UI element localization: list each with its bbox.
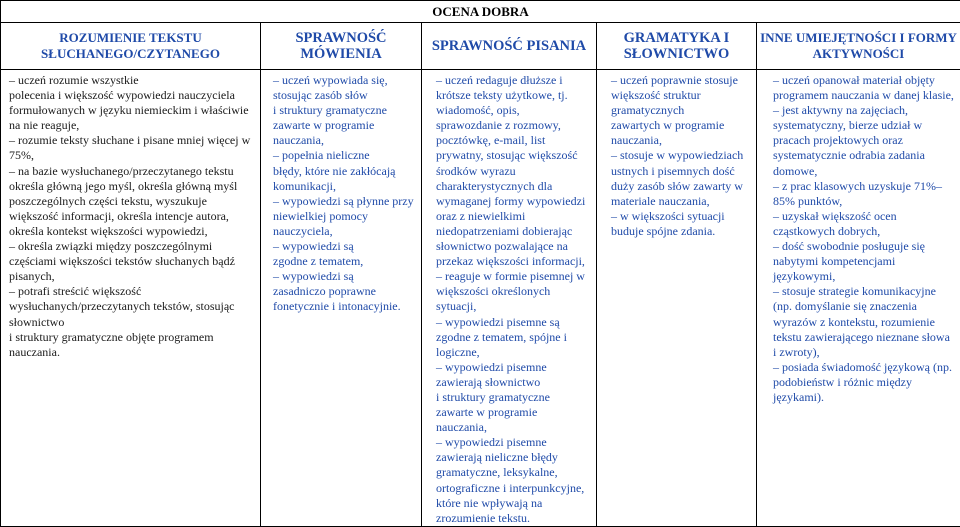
text-line: prywatny, stosując większość [436,148,592,163]
text-line: – uczeń wypowiada się, [273,73,417,88]
text-line: błędy, które nie zakłócają [273,164,417,179]
text-line: określa kontekst większości wypowiedzi, [9,224,256,239]
header-listening-reading [1,23,261,70]
text-line: słownictwo [9,315,256,330]
text-line: (np. domyślanie się znaczenia [773,299,956,314]
text-line: gramatycznych [611,103,752,118]
text-line: – w większości sytuacji [611,209,752,224]
text-line: – uczeń rozumie wszystkie [9,73,256,88]
text-line: oraz z niewielkimi [436,209,592,224]
text-line: wyrazów z kontekstu, rozumienie [773,315,956,330]
text-line: charakterystycznych dla [436,179,592,194]
text-line: – wypowiedzi są [273,269,417,284]
cell-writing [422,70,597,527]
text-line: 75%, [9,148,256,163]
text-line: fonetycznie i intonacyjnie. [273,299,417,314]
header-grammar-vocabulary [597,23,757,70]
text-line: komunikacji, [273,179,417,194]
header-line: SPRAWNOŚĆ PISANIA [432,38,586,54]
text-line: nauczania. [9,345,256,360]
text-line: – wypowiedzi pisemne [436,435,592,450]
text-line: 85% punktów, [773,194,956,209]
text-line: wysłuchanych/przeczytanych tekstów, stosując [9,299,256,314]
header-line: AKTYWNOŚCI [813,46,905,61]
text-line: – uczeń opanował materiał objęty [773,73,956,88]
text-line: językowymi, [773,269,956,284]
header-other-skills [757,23,960,70]
text-line: cząstkowych dobrych, [773,224,956,239]
text-line: pocztówkę, e-mail, list [436,133,592,148]
text-line: zawierają nieliczne błędy [436,450,592,465]
header-line: MÓWIENIA [300,46,381,62]
text-line: – jest aktywny na zajęciach, [773,103,956,118]
text-line: – rozumie teksty słuchane i pisane mniej więcej w [9,133,256,148]
text-line: zawartych w programie [611,118,752,133]
text-line: podobieństw i różnic między [773,375,956,390]
text-line: nauczania, [436,420,592,435]
text-line: materiale nauczania, [611,194,752,209]
text-line: częściami większości tekstów słuchanych bądź [9,254,256,269]
text-line: – reaguje w formie pisemnej w [436,269,592,284]
text-line: – uczeń redaguje dłuższe i [436,73,592,88]
header-line: SŁOWNICTWO [624,46,730,62]
text-line: językami). [773,390,956,405]
text-line: nauczania, [611,133,752,148]
text-line: – potrafi streścić większość [9,284,256,299]
header-line: ROZUMIENIE TEKSTU [59,30,201,45]
text-line: – z prac klasowych uzyskuje 71%– [773,179,956,194]
text-line: większość struktur [611,88,752,103]
text-line: ortograficzne i interpunkcyjne, [436,481,592,496]
text-line: – określa związki między poszczególnymi [9,239,256,254]
text-line: – posiada świadomość językową (np. [773,360,956,375]
text-line: pracach projektowych oraz [773,133,956,148]
text-line: zawarte w programie [273,118,417,133]
text-line: zawarte w programie [436,405,592,420]
text-line: stosując zasób słów [273,88,417,103]
text-line: określa główną jego myśl, określa główną myśl [9,179,256,194]
text-line: buduje spójne zdania. [611,224,752,239]
text-line: domowe, [773,164,956,179]
text-line: wiadomość, opis, [436,103,592,118]
header-line: SŁUCHANEGO/CZYTANEGO [41,46,220,61]
text-line: zgodne z tematem, spójne i [436,330,592,345]
text-line: sprawozdanie z rozmowy, [436,118,592,133]
text-line: zrozumienie tekstu. [436,511,592,526]
header-line: SPRAWNOŚĆ [295,30,386,46]
text-line: – wypowiedzi są [273,239,417,254]
header-line: GRAMATYKA I [624,30,730,46]
text-line: pisanych, [9,269,256,284]
text-line: sytuacji, [436,299,592,314]
text-line: większości określonych [436,284,592,299]
text-line: polecenia i większość wypowiedzi nauczyciela [9,88,256,103]
text-line: – wypowiedzi pisemne są [436,315,592,330]
text-line: duży zasób słów zawarty w [611,179,752,194]
text-line: poszczególnych części tekstu, wyszukuje [9,194,256,209]
text-line: – wypowiedzi są płynne przy [273,194,417,209]
text-line: nauczania, [273,133,417,148]
text-line: – stosuje strategie komunikacyjne [773,284,956,299]
text-line: tekstu zawierającego nieznane słowa [773,330,956,345]
text-line: – uzyskał większość ocen [773,209,956,224]
text-line: nauczyciela, [273,224,417,239]
text-line: krótsze teksty użytkowe, tj. [436,88,592,103]
text-line: zgodne z tematem, [273,254,417,269]
table-caption: OCENA DOBRA [1,1,960,23]
cell-speaking [261,70,422,527]
header-writing [422,23,597,70]
header-line: INNE UMIEJĘTNOŚCI I FORMY [760,30,957,45]
text-line: zasadniczo poprawne [273,284,417,299]
text-line: zawierają słownictwo [436,375,592,390]
text-line: niewielkiej pomocy [273,209,417,224]
text-line: które nie wpływają na [436,496,592,511]
text-line: większość informacji, określa intencje autora, [9,209,256,224]
text-line: i struktury gramatyczne [436,390,592,405]
header-speaking [261,23,422,70]
text-line: – wypowiedzi pisemne [436,360,592,375]
cell-listening-reading [1,70,261,527]
text-line: i struktury gramatyczne objęte programem [9,330,256,345]
text-line: systematycznie odrabia zadania [773,148,956,163]
cell-other-skills [757,70,960,527]
text-line: nabytymi kompetencjami [773,254,956,269]
text-line: środków wyrazu [436,164,592,179]
text-line: i struktury gramatyczne [273,103,417,118]
text-line: na nie reaguje, [9,118,256,133]
text-line: słownictwo pozwalające na [436,239,592,254]
text-line: ustnych i pisemnych dość [611,164,752,179]
text-line: wymaganej formy wypowiedzi [436,194,592,209]
text-line: systematyczny, bierze udział w [773,118,956,133]
text-line: niedopatrzeniami dobierając [436,224,592,239]
text-line: formułowanych w języku niemieckim i właściwie [9,103,256,118]
text-line: – na bazie wysłuchanego/przeczytanego tekstu [9,164,256,179]
text-line: – popełnia nieliczne [273,148,417,163]
text-line: – dość swobodnie posługuje się [773,239,956,254]
text-line: – uczeń poprawnie stosuje [611,73,752,88]
text-line: – stosuje w wypowiedziach [611,148,752,163]
text-line: przekaz większości informacji, [436,254,592,269]
text-line: programem nauczania w danej klasie, [773,88,956,103]
text-line: i zwroty), [773,345,956,360]
text-line: gramatyczne, leksykalne, [436,465,592,480]
cell-grammar-vocabulary [597,70,757,527]
text-line: logiczne, [436,345,592,360]
